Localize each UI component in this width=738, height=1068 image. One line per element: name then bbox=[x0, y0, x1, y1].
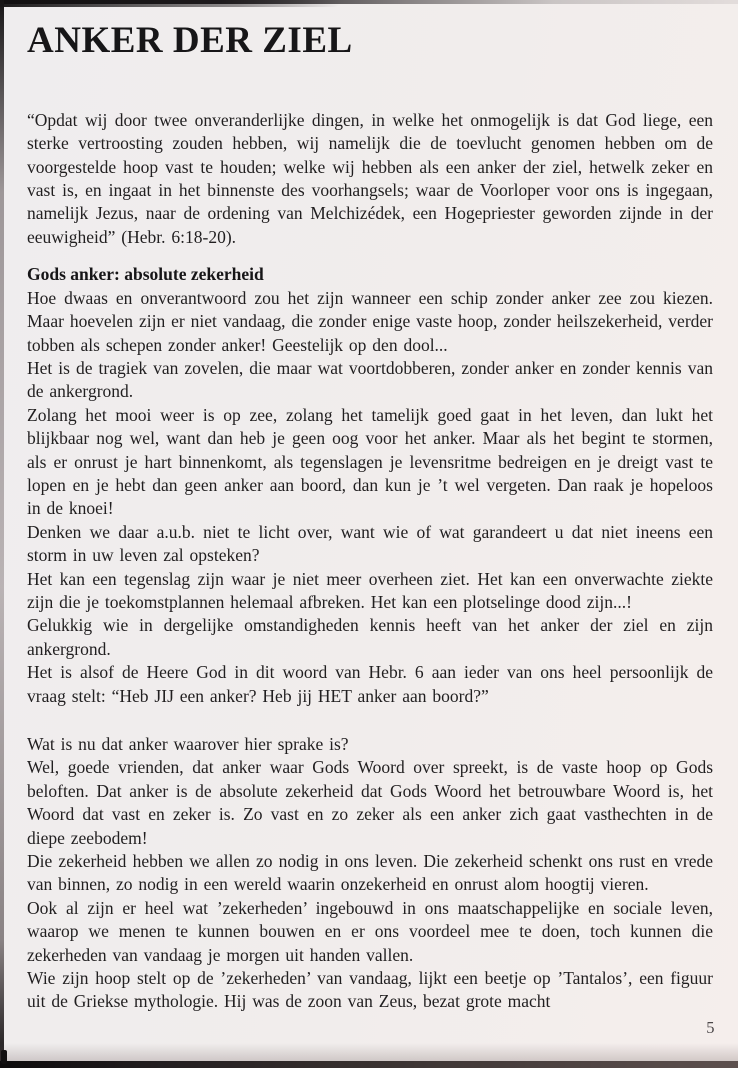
body-paragraph: Wat is nu dat anker waarover hier sprake is? bbox=[27, 734, 349, 754]
body-paragraph: Gelukkig wie in dergelijke omstandigheden kennis heeft van het anker der ziel en zijn ankergrond. bbox=[27, 615, 713, 659]
section-heading: Gods anker: absolute zekerheid bbox=[27, 264, 264, 285]
scan-edge-top-shadow bbox=[0, 0, 340, 7]
page-title: ANKER DER ZIEL bbox=[27, 20, 353, 61]
body-paragraph: Het kan een tegenslag zijn waar je niet meer overheen ziet. Het kan een onverwachte ziekte zijn die je toekomstplannen helemaal afbreken. Het kan een plotselinge dood zijn...! bbox=[27, 568, 713, 612]
body-text bbox=[27, 109, 713, 1014]
page-number: 5 bbox=[706, 1018, 715, 1037]
body-paragraph: Het is alsof de Heere God in dit woord van Hebr. 6 aan ieder van ons heel persoonlijk de vraag stelt: “Heb JIJ een anker? Heb jij HET anker aan boord?” bbox=[27, 662, 713, 706]
scan-bottom-shade bbox=[0, 1043, 738, 1061]
body-paragraph: Zolang het mooi weer is op zee, zolang het tamelijk goed gaat in het leven, dan lukt het blijkbaar nog wel, want dan heb je geen oog voor het anker. Maar als het begint te stormen, als er onrust je hart binnenkomt, als tegenslagen je levensritme bedreigen en je dreigt vast te lopen en je hebt dan geen anker aan boord, dan kun je ’t wel vergeten. Dan raak je hopeloos in de knoei! bbox=[27, 404, 713, 519]
scan-edge-left bbox=[0, 0, 4, 1068]
scan-corner-mark bbox=[1, 1050, 7, 1064]
body-paragraph: Wie zijn hoop stelt op de ’zekerheden’ van vandaag, lijkt een beetje op ’Tantalos’, een figuur uit de Griekse mythologie. Hij was de zoon van Zeus, bezat grote macht bbox=[27, 968, 713, 1012]
body-paragraph: Die zekerheid hebben we allen zo nodig in ons leven. Die zekerheid schenkt ons rust en vrede van binnen, zo nodig in een wereld waarin onzekerheid en onrust alom hoogtij vieren. bbox=[27, 851, 713, 895]
paragraph-block-2 bbox=[27, 733, 713, 1014]
page-content bbox=[27, 22, 713, 1014]
body-paragraph: Ook al zijn er heel wat ’zekerheden’ ingebouwd in ons maatschappelijke en sociale leven, waarop we menen te kunnen bouwen en er ons voordeel mee te doen, toch kunnen die zekerheden van vandaag je morgen uit handen vallen. bbox=[27, 897, 713, 965]
body-paragraph: Hoe dwaas en onverantwoord zou het zijn wanneer een schip zonder anker zee zou kiezen. Maar hoevelen zijn er niet vandaag, die zonder enige vaste hoop, zonder heilszekerheid, verder tobben als schepen zonder anker! Geestelijk op den dool... bbox=[27, 287, 713, 355]
scan-edge-bottom bbox=[0, 1061, 738, 1068]
scripture-quote: “Opdat wij door twee onveranderlijke dingen, in welke het onmogelijk is dat God liege, een sterke vertroosting zouden hebben, wij namelijk die de toevlucht genomen hebben om de voorgestelde hoop vast te houden; welke wij hebben als een anker der ziel, hetwelk zeker en vast is, en ingaat in het binnenste des voorhangsels; waar de Voorloper voor ons is ingegaan, namelijk Jezus, naar de ordening van Melchizédek, een Hogepriester geworden zijnde in der eeuwigheid” (Hebr. 6:18-20). bbox=[27, 109, 713, 247]
body-paragraph: Denken we daar a.u.b. niet te licht over, want wie of wat garandeert u dat niet ineens een storm in uw leven zal opsteken? bbox=[27, 521, 713, 566]
paragraph-block-1 bbox=[27, 287, 713, 708]
body-paragraph: Het is de tragiek van zovelen, die maar wat voortdobberen, zonder anker en zonder kennis van de ankergrond. bbox=[27, 357, 713, 402]
body-paragraph: Wel, goede vrienden, dat anker waar Gods Woord over spreekt, is de vaste hoop op Gods beloften. Dat anker is de absolute zekerheid dat Gods Woord het betrouwbare Woord is, het Woord dat vast en zeker is. Zo vast en zo zeker als een anker zich gaat vasthechten in de diepe zeebodem! bbox=[27, 757, 713, 848]
